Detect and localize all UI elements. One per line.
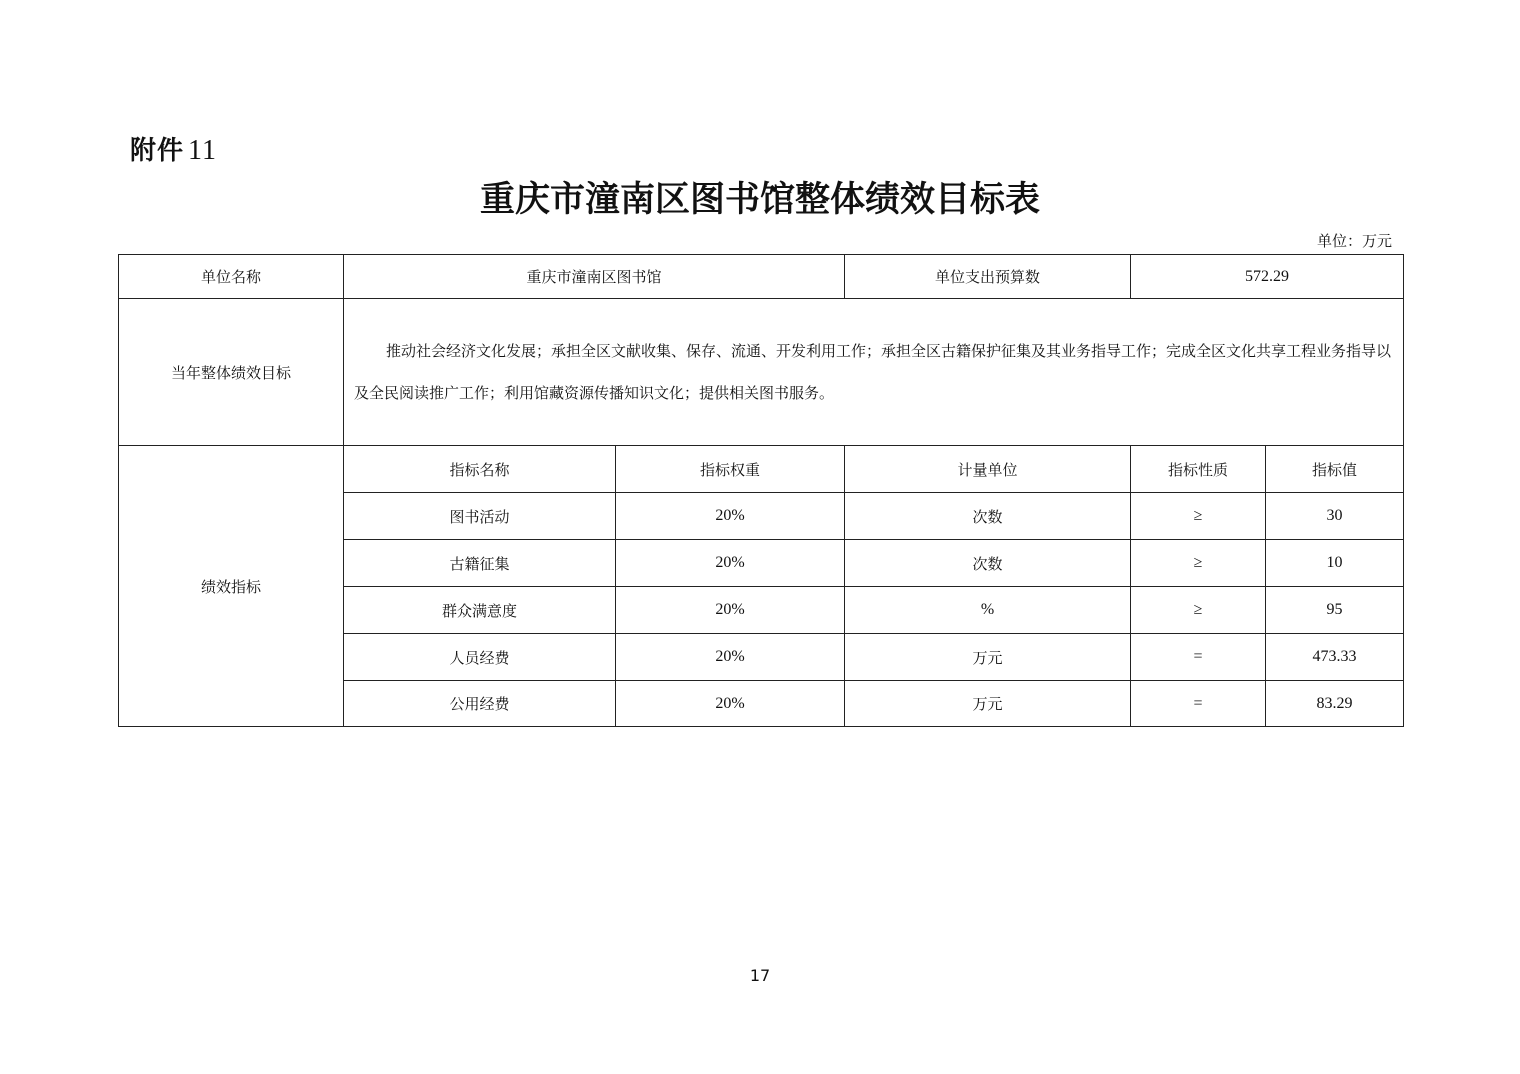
indicator-unit: 次数 bbox=[845, 493, 1131, 540]
indicator-value: 95 bbox=[1266, 587, 1404, 634]
indicator-nature: ≥ bbox=[1131, 587, 1266, 634]
indicator-value: 30 bbox=[1266, 493, 1404, 540]
indicator-nature: = bbox=[1131, 634, 1266, 681]
indicator-name: 图书活动 bbox=[344, 493, 616, 540]
attachment-number: 11 bbox=[188, 135, 217, 166]
budget-label: 单位支出预算数 bbox=[845, 255, 1131, 299]
indicator-nature: ≥ bbox=[1131, 540, 1266, 587]
indicator-name: 古籍征集 bbox=[344, 540, 616, 587]
attachment-label bbox=[130, 130, 217, 167]
indicator-unit: 万元 bbox=[845, 681, 1131, 727]
indicator-weight: 20% bbox=[616, 634, 845, 681]
indicator-unit: 万元 bbox=[845, 634, 1131, 681]
indicator-unit: 次数 bbox=[845, 540, 1131, 587]
budget-value: 572.29 bbox=[1131, 255, 1404, 299]
indicator-weight: 20% bbox=[616, 681, 845, 727]
indicator-unit: % bbox=[845, 587, 1131, 634]
unit-name-value: 重庆市潼南区图书馆 bbox=[344, 255, 845, 299]
unit-note: 单位：万元 bbox=[1316, 232, 1392, 250]
goal-text: 推动社会经济文化发展；承担全区文献收集、保存、流通、开发利用工作；承担全区古籍保护征集及其业务指导工作；完成全区文化共享工程业务指导以及全民阅读推广工作；利用馆藏资源传播知识文化；提供相关图书服务。 bbox=[344, 299, 1404, 446]
page-number: 17 bbox=[749, 966, 771, 985]
indicator-weight: 20% bbox=[616, 493, 845, 540]
goal-row bbox=[119, 299, 1404, 446]
indicator-value: 473.33 bbox=[1266, 634, 1404, 681]
header-indicator-value: 指标值 bbox=[1266, 446, 1404, 493]
header-indicator-weight: 指标权重 bbox=[616, 446, 845, 493]
header-measure-unit: 计量单位 bbox=[845, 446, 1131, 493]
attachment-label-text: 附件 bbox=[130, 136, 185, 166]
performance-target-table bbox=[118, 254, 1404, 727]
unit-name-label: 单位名称 bbox=[119, 255, 344, 299]
indicator-value: 10 bbox=[1266, 540, 1404, 587]
header-indicator-nature: 指标性质 bbox=[1131, 446, 1266, 493]
indicator-nature: ≥ bbox=[1131, 493, 1266, 540]
goal-label: 当年整体绩效目标 bbox=[119, 299, 344, 446]
indicator-weight: 20% bbox=[616, 540, 845, 587]
indicator-value: 83.29 bbox=[1266, 681, 1404, 727]
indicator-weight: 20% bbox=[616, 587, 845, 634]
indicator-name: 群众满意度 bbox=[344, 587, 616, 634]
header-indicator-name: 指标名称 bbox=[344, 446, 616, 493]
unit-info-row bbox=[119, 255, 1404, 299]
indicators-section-label: 绩效指标 bbox=[119, 446, 344, 727]
indicator-header-row bbox=[119, 446, 1404, 493]
indicator-name: 公用经费 bbox=[344, 681, 616, 727]
document-title: 重庆市潼南区图书馆整体绩效目标表 bbox=[479, 179, 1040, 220]
indicator-name: 人员经费 bbox=[344, 634, 616, 681]
indicator-nature: = bbox=[1131, 681, 1266, 727]
